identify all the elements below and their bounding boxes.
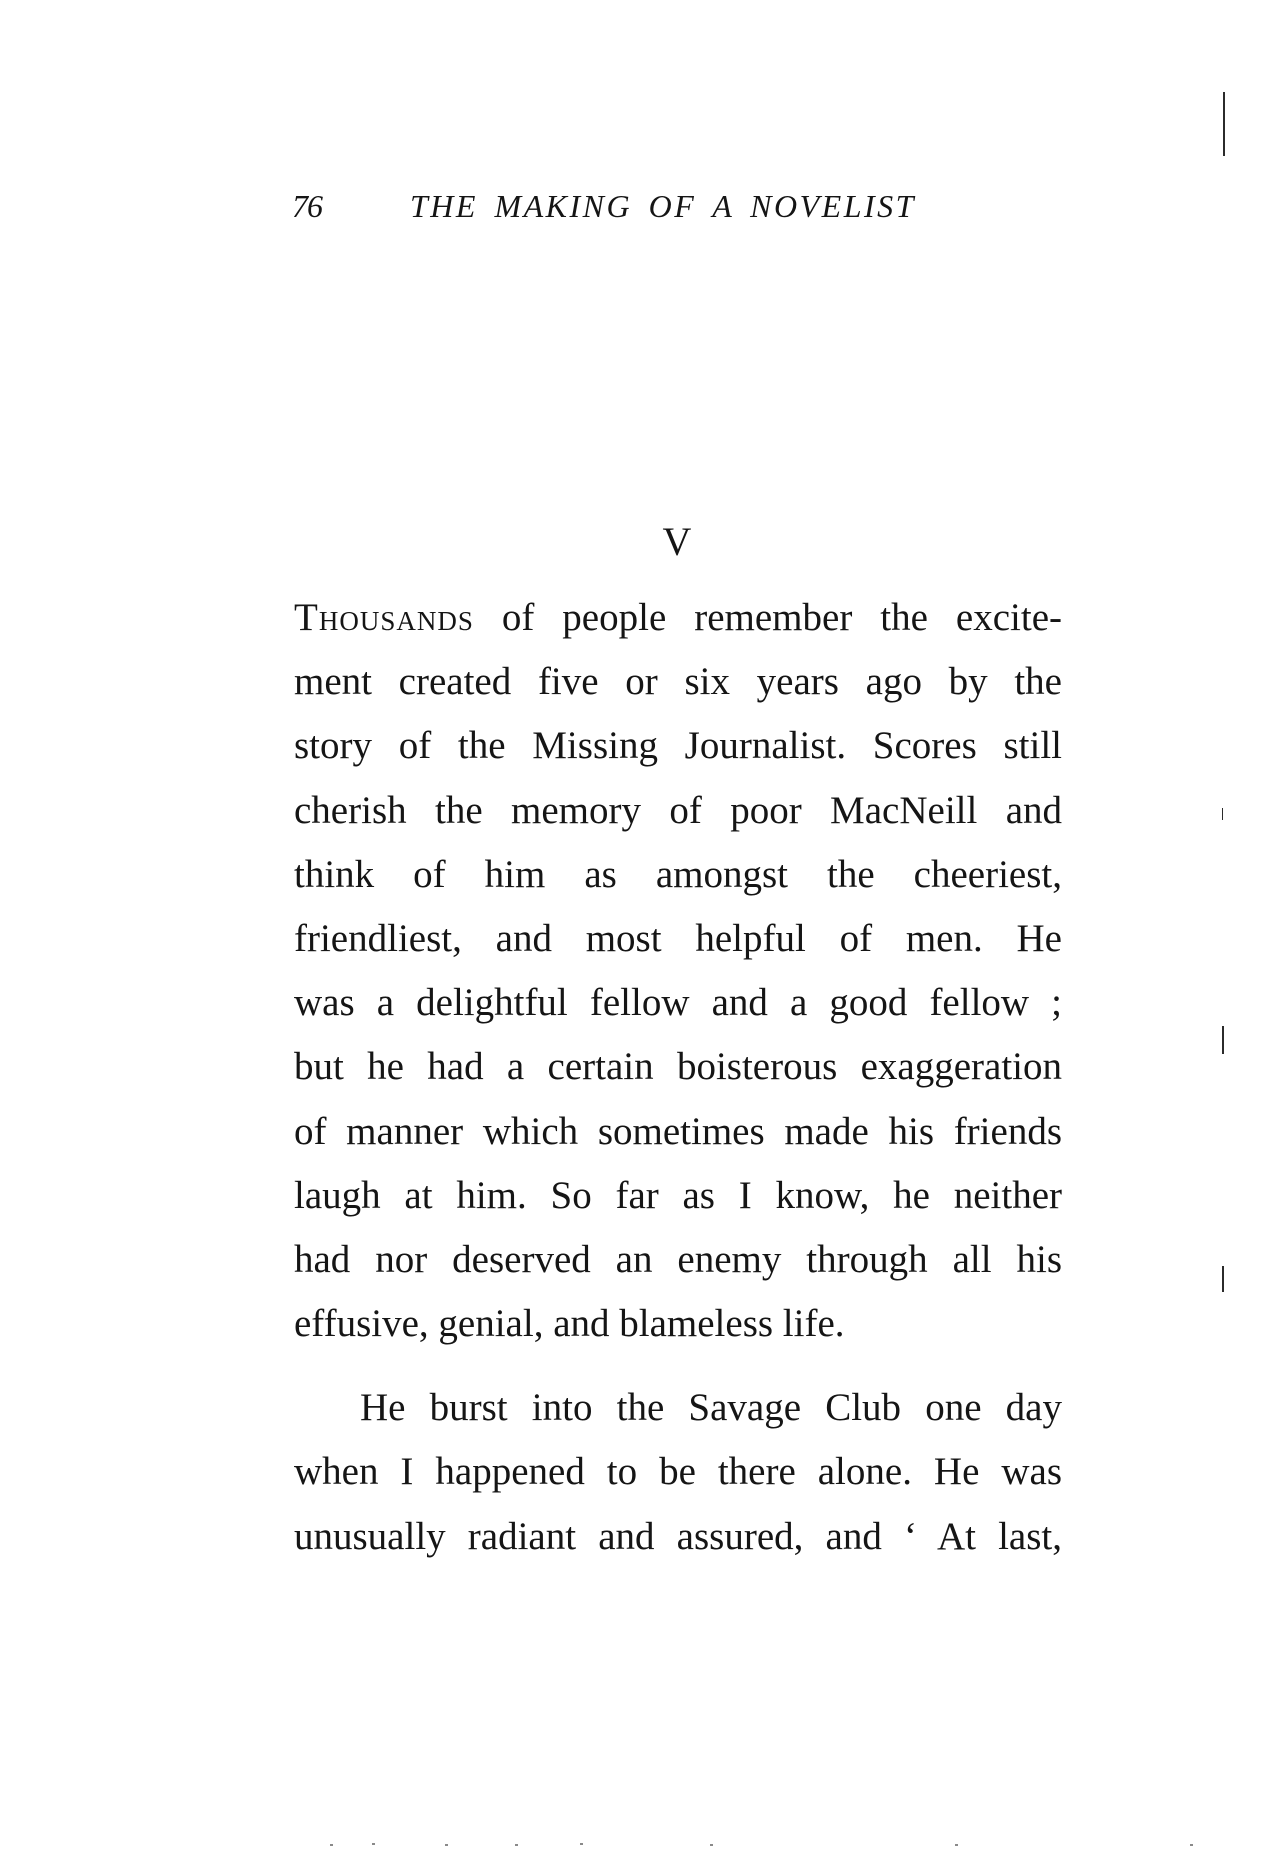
text-line: effusive, genial, and blameless life. xyxy=(294,1302,845,1346)
paragraph-gap xyxy=(294,1356,1062,1376)
body-text xyxy=(294,586,1062,1569)
page-number: 76 xyxy=(292,188,322,224)
text-line: story of the Missing Journalist. Scores still xyxy=(294,724,1062,768)
text-line: Thousands of people remember the excite- xyxy=(294,596,1062,639)
chapter-number: V xyxy=(662,519,692,564)
text-line: when I happened to be there alone. He was xyxy=(294,1450,1062,1494)
text-line: cherish the memory of poor MacNeill and xyxy=(294,788,1062,832)
scan-artifact-speck xyxy=(1190,1844,1193,1846)
scan-artifact-mark xyxy=(1222,1266,1224,1292)
text-line: of manner which sometimes made his friends xyxy=(294,1109,1062,1153)
scan-artifact-mark xyxy=(1223,92,1225,156)
scan-artifact-speck xyxy=(515,1844,518,1846)
text-line: He burst into the Savage Club one day xyxy=(360,1386,1062,1430)
running-head xyxy=(292,188,1052,238)
text-line: friendliest, and most helpful of men. He xyxy=(294,916,1062,960)
text-line: but he had a certain boisterous exaggeration xyxy=(294,1045,1062,1089)
text-line: had nor deserved an enemy through all his xyxy=(294,1237,1062,1281)
text-line: laugh at him. So far as I know, he neither xyxy=(294,1173,1062,1217)
scan-artifact-mark xyxy=(1222,1026,1224,1054)
scan-artifact-speck xyxy=(955,1844,958,1846)
scan-artifact-mark xyxy=(1222,808,1223,820)
scan-artifact-speck xyxy=(330,1844,333,1846)
text-line: think of him as amongst the cheeriest, xyxy=(294,852,1062,896)
text-line: ment created five or six years ago by the xyxy=(294,660,1062,704)
scan-artifact-speck xyxy=(710,1844,713,1846)
scan-artifact-speck xyxy=(445,1844,448,1846)
running-title: THE MAKING OF A NOVELIST xyxy=(410,188,916,224)
text-line: unusually radiant and assured, and ‘ At last, xyxy=(294,1514,1062,1558)
scan-artifact-speck xyxy=(372,1843,375,1845)
scan-artifact-speck xyxy=(580,1843,583,1845)
text-line: was a delightful fellow and a good fellow ; xyxy=(294,981,1062,1025)
lead-word-small-caps: Thousands xyxy=(294,596,474,639)
